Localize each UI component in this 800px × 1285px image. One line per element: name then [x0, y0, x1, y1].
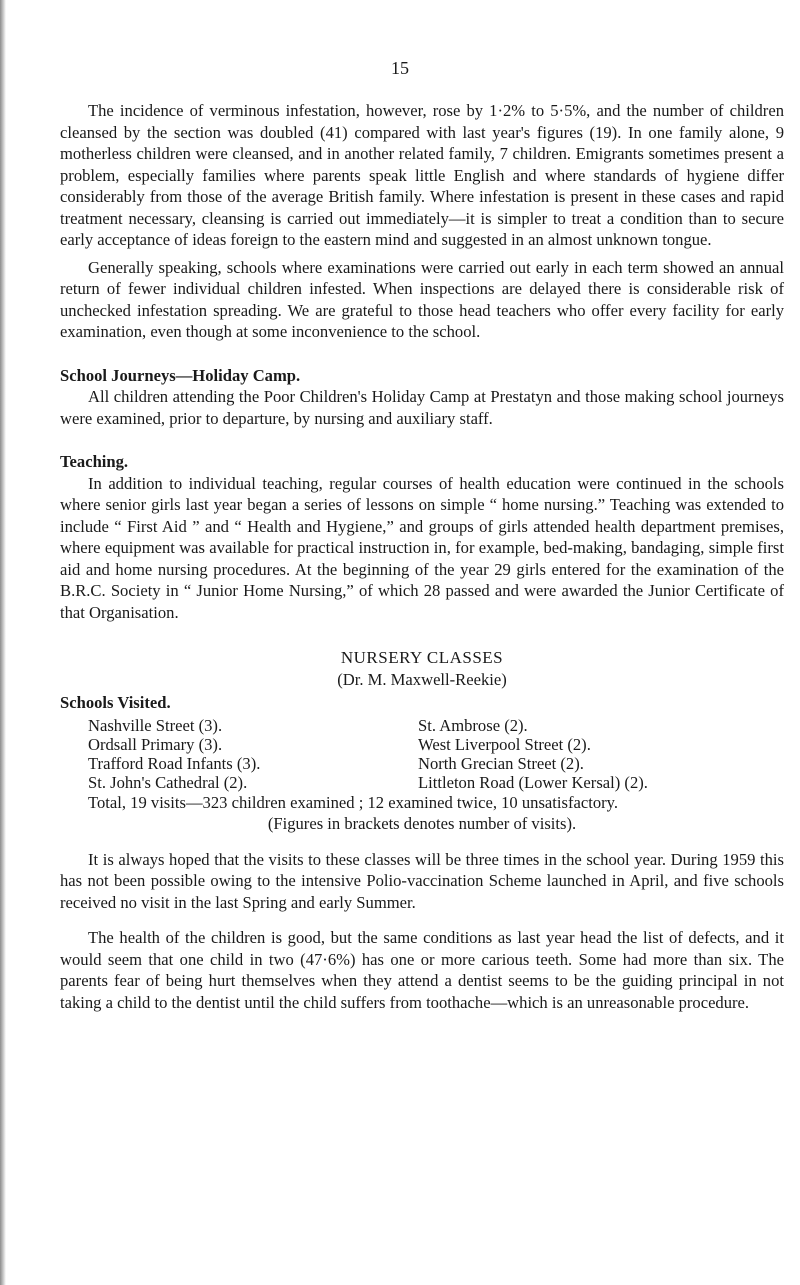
heading-school-journeys: School Journeys—Holiday Camp.	[60, 365, 301, 385]
paragraph-visit-frequency: It is always hoped that the visits to these classes will be three times in the school year. During 1959 this has not been possible owing to the intensive Polio-vaccination Scheme launched in April, and five schools received no visit in the last Spring and early Summer.	[60, 849, 784, 912]
visits-total: Total, 19 visits—323 children examined ; 12 examined twice, 10 unsatisfactory.	[88, 792, 619, 812]
school-item: St. John's Cathedral (2).	[88, 772, 248, 792]
document-page	[60, 70, 784, 1013]
nursery-classes-title: NURSERY CLASSES	[340, 648, 504, 667]
schools-column-left	[88, 716, 418, 792]
page-binding-edge	[0, 0, 6, 1285]
heading-teaching: Teaching.	[60, 452, 129, 471]
school-item: North Grecian Street (2).	[418, 753, 584, 773]
paragraph-early-examinations: Generally speaking, schools where examinations were carried out early in each term showed an annual return of fewer individual children infested. When inspections are delayed there is considerable risk of unchecked infestation spreading. We are grateful to those head teachers who offer every facility for early examination, even though at some inconvenience to the school.	[60, 257, 784, 341]
schools-column-right	[418, 716, 748, 792]
nursery-classes-author: (Dr. M. Maxwell-Reekie)	[337, 669, 507, 689]
paragraph-children-health: The health of the children is good, but the same conditions as last year head the list of defects, and it would seem that one child in two (47·6%) has one or more carious teeth. Some had more than six. The parents fear of being hurt themselves when they attend a dentist seems to be the guiding principal in not taking a child to the dentist until the child suffers from toothache—which is an unreasonable procedure.	[60, 928, 784, 1012]
schools-visited-list	[88, 716, 784, 792]
school-item: Nashville Street (3).	[88, 715, 223, 735]
school-item: Ordsall Primary (3).	[88, 734, 223, 754]
school-item: West Liverpool Street (2).	[418, 734, 591, 754]
heading-schools-visited: Schools Visited.	[60, 693, 171, 712]
paragraph-verminous-infestation: The incidence of verminous infestation, however, rose by 1·2% to 5·5%, and the number of children cleansed by the section was doubled (41) compared with last year's figures (19). In one family alone, 9 motherless children were cleansed, and in another related family, 7 children. Emigrants sometimes present a problem, especially families where parents speak little English and where standards of hygiene differ considerably from those of the average British family. Where infestation is present in these cases and rapid treatment necessary, cleansing is carried out immediately—it is simpler to treat a condition than to secure early acceptance of ideas foreign to the eastern mind and suggested in an almost unknown tongue.	[60, 101, 784, 249]
paragraph-teaching: In addition to individual teaching, regular courses of health education were continued in the schools where senior girls last year began a series of lessons on simple “ home nursing.” Teaching was extended to include “ First Aid ” and “ Health and Hygiene,” and groups of girls attended health department premises, where equipment was available for practical instruction in, for example, bed-making, bandaging, simple first aid and home nursing procedures. At the beginning of the year 29 girls entered for the examination of the B.R.C. Society in “ Junior Home Nursing,” of which 28 passed and were awarded the Junior Certificate of that Organisation.	[60, 473, 784, 622]
visits-note: (Figures in brackets denotes number of visits).	[267, 814, 577, 833]
school-item: St. Ambrose (2).	[418, 715, 528, 735]
school-item: Trafford Road Infants (3).	[88, 753, 261, 773]
page-number: 15	[391, 58, 409, 78]
paragraph-school-journeys: All children attending the Poor Children's Holiday Camp at Prestatyn and those making school journeys were examined, prior to departure, by nursing and auxiliary staff.	[60, 387, 784, 428]
school-item: Littleton Road (Lower Kersal) (2).	[418, 772, 648, 792]
